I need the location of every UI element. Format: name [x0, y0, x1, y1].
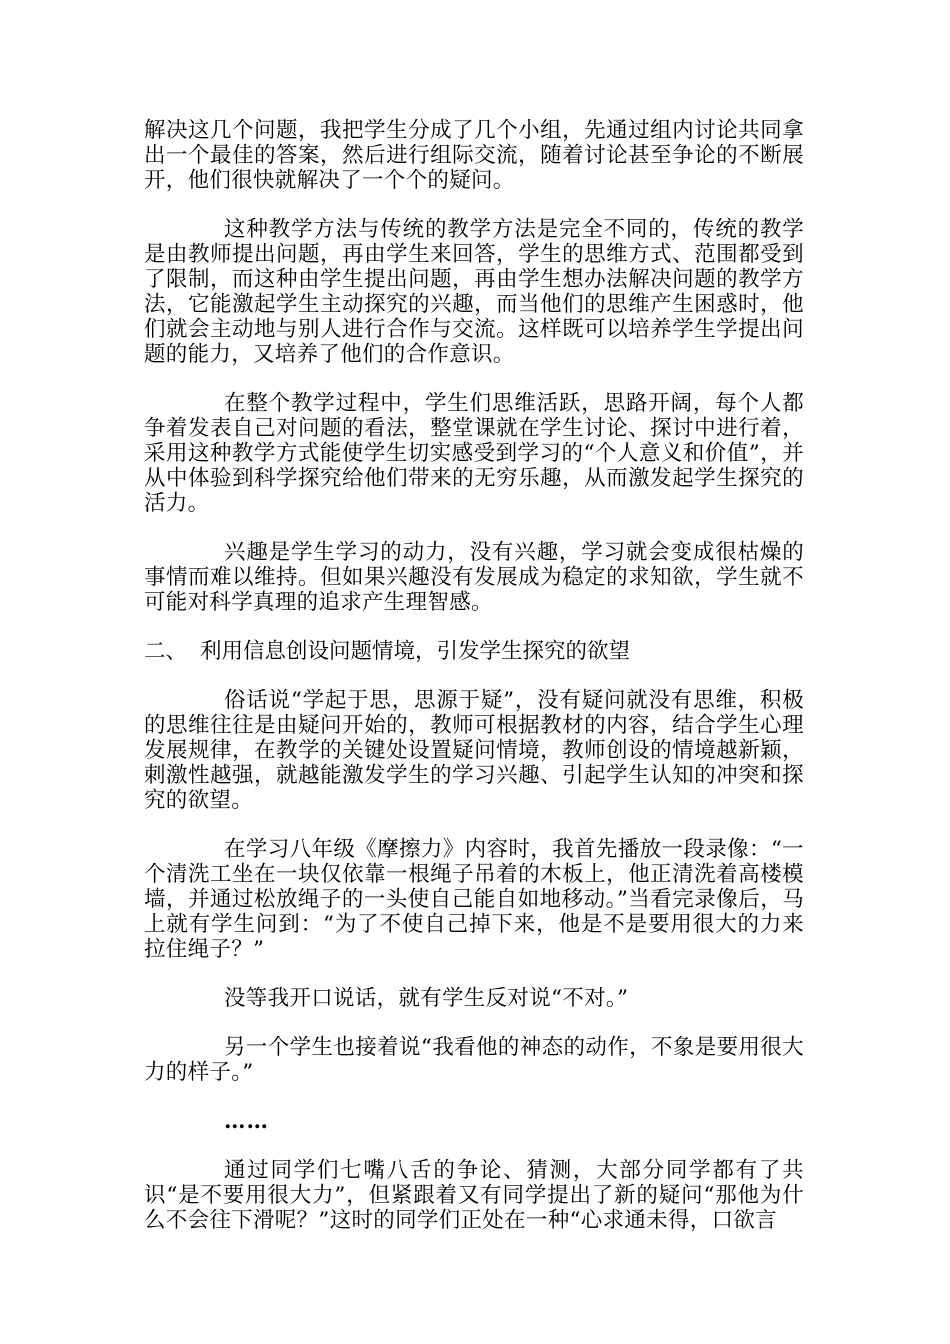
paragraph-8: 另一个学生也接着说“我看他的神态的动作，不象是要用很大力的样子。” [144, 1035, 804, 1085]
paragraph-3: 在整个教学过程中，学生们思维活跃，思路开阔，每个人都争着发表自己对问题的看法，整堂课就在学生讨论、探讨中进行着，采用这种教学方式能使学生切实感受到学习的“个人意义和价值”，并从中体验到科学探究给他们带来的无穷乐趣，从而激发起学生探究的活力。 [144, 391, 804, 516]
paragraph-7: 没等我开口说话，就有学生反对说“不对。” [224, 986, 629, 1011]
section-heading [144, 639, 804, 664]
paragraph-2: 这种教学方法与传统的教学方法是完全不同的，传统的教学是由教师提出问题，再由学生来回答，学生的思维方式、范围都受到了限制，而这种由学生提出问题，再由学生想办法解决问题的教学方法，它能激起学生主动探究的兴趣，而当他们的思维产生困惑时，他们就会主动地与别人进行合作与交流。这样既可以培养学生学提出问题的能力，又培养了他们的合作意识。 [144, 217, 804, 367]
ellipsis-line: …… [224, 1109, 269, 1134]
paragraph-5: 俗话说“学起于思，思源于疑”，没有疑问就没有思维，积极的思维往往是由疑问开始的，教师可根据教材的内容，结合学生心理发展规律，在教学的关键处设置疑问情境，教师创设的情境越新颖，刺激性越强，就越能激发学生的学习兴趣、引起学生认知的冲突和探究的欲望。 [144, 688, 804, 813]
document-page [144, 118, 804, 1257]
paragraph-4: 兴趣是学生学习的动力，没有兴趣，学习就会变成很枯燥的事情而难以维持。但如果兴趣没有发展成为稳定的求知欲，学生就不可能对科学真理的追求产生理智感。 [144, 540, 804, 615]
paragraph-1: 解决这几个问题，我把学生分成了几个小组，先通过组内讨论共同拿出一个最佳的答案，然后进行组际交流，随着讨论甚至争论的不断展开，他们很快就解决了一个个的疑问。 [144, 118, 804, 193]
section-number: 二、 [144, 639, 188, 664]
paragraph-9: 通过同学们七嘴八舌的争论、猜测，大部分同学都有了共识“是不要用很大力”，但紧跟着又有同学提出了新的疑问“那他为什么不会往下滑呢？”这时的同学们正处在一种“心求通未得，口欲言 [144, 1158, 804, 1233]
paragraph-6: 在学习八年级《摩擦力》内容时，我首先播放一段录像：“一个清洗工坐在一块仅依靠一根绳子吊着的木板上，他正清洗着高楼模墙，并通过松放绳子的一头使自己能自如地移动。”当看完录像后，马上就有学生问到：“为了不使自己掉下来，他是不是要用很大的力来拉住绳子？” [144, 837, 804, 962]
section-title: 利用信息创设问题情境，引发学生探究的欲望 [200, 639, 631, 664]
